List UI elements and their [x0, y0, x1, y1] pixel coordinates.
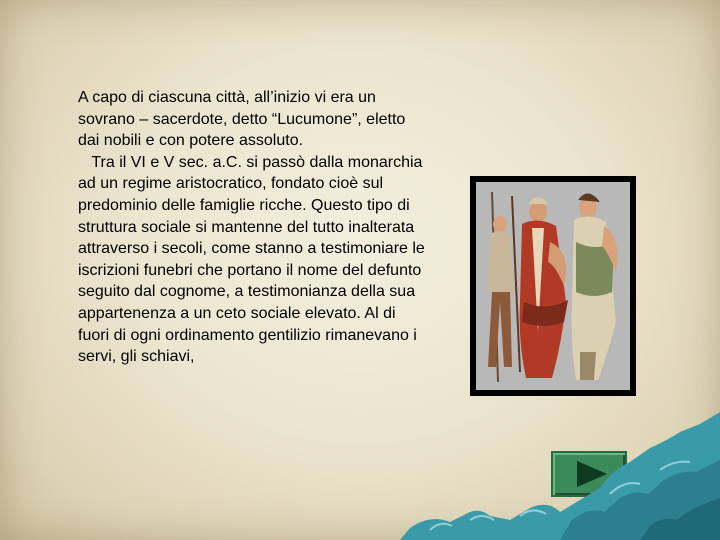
slide-body-text: A capo di ciascuna città, all’inizio vi era un sovrano – sacerdote, detto “Lucumone”, eletto dai nobili e con potere assoluto. Tra il VI e V sec. a.C. si passò dalla monarchia ad un regime aristocratico, fondato cioè sul predominio delle famiglie ricche. Questo tipo di struttura sociale si mantenne del tutto inalterata attraverso i secoli, come stanno a testimoniare le iscrizioni funebri che portano il nome del defunto seguito dal cognome, a testimonianza della sua appartenenza a un ceto sociale elevato. Al di fuori di ogni ordinamento gentilizio rimanevano i servi, gli schiavi, — [78, 89, 425, 366]
